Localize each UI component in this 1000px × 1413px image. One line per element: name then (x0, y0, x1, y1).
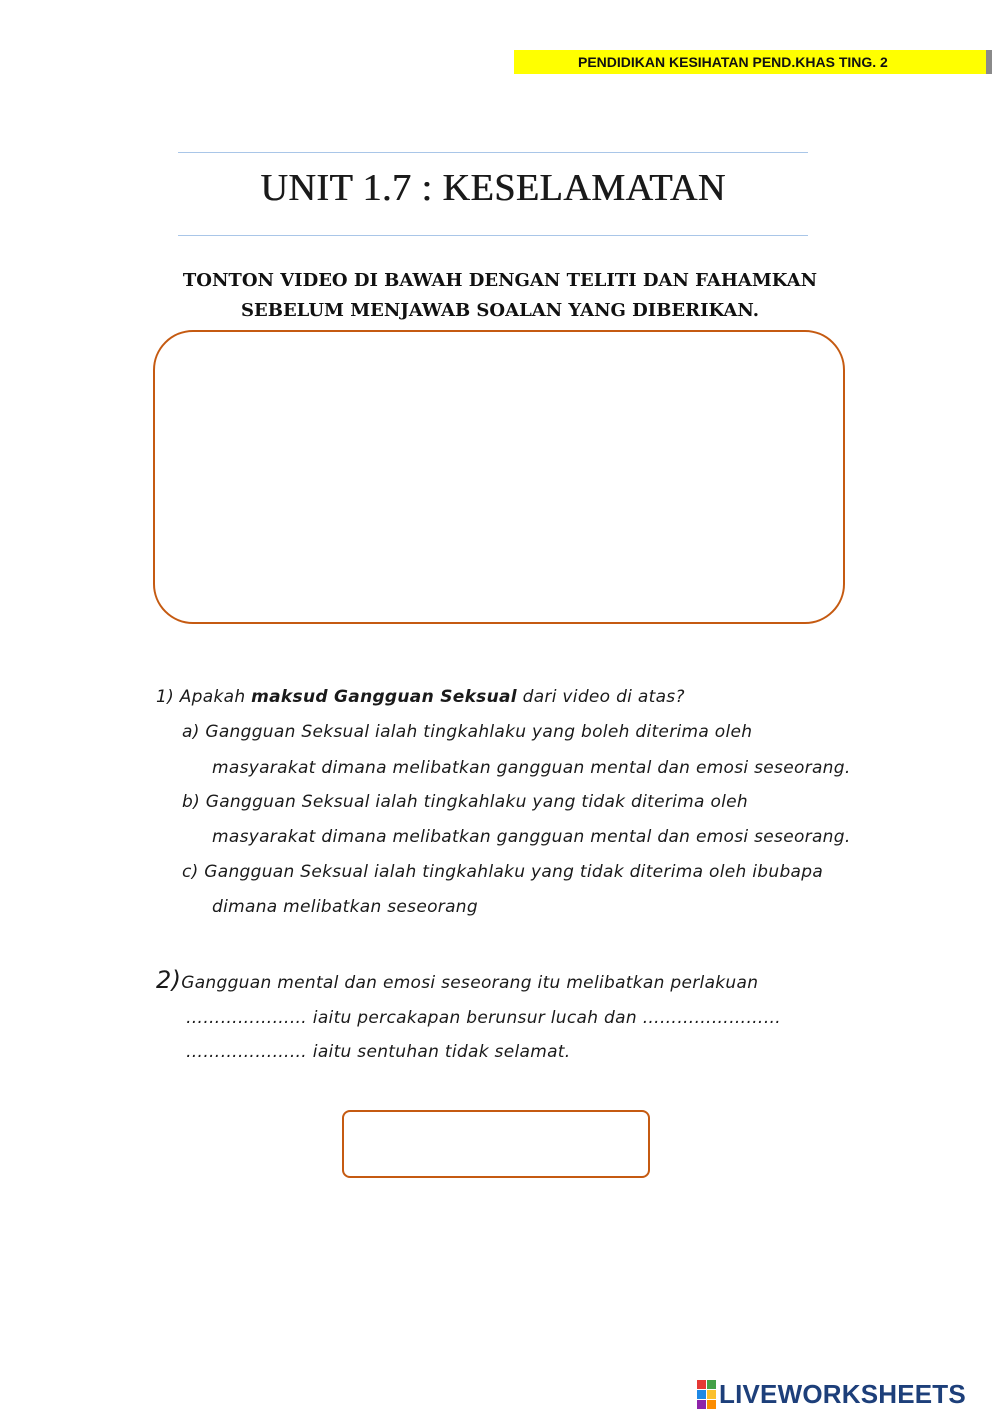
question-1-keyword: maksud Gangguan Seksual (251, 687, 517, 707)
question-1 (156, 687, 685, 707)
question-2-number: 2) (156, 966, 182, 994)
option-b-line-1[interactable]: b) Gangguan Seksual ialah tingkahlaku yang tidak diterima oleh (182, 792, 749, 812)
option-c-line-1[interactable]: c) Gangguan Seksual ialah tingkahlaku yang tidak diterima oleh ibubapa (182, 862, 824, 882)
video-placeholder[interactable] (153, 330, 845, 624)
liveworksheets-logo (697, 1378, 966, 1410)
option-a-line-1[interactable]: a) Gangguan Seksual ialah tingkahlaku yang boleh diterima oleh (182, 722, 753, 742)
question-2-line-3: ………………… iaitu sentuhan tidak selamat. (186, 1042, 571, 1062)
answer-input-box[interactable] (342, 1110, 650, 1178)
option-a-line-2[interactable]: masyarakat dimana melibatkan gangguan mental dan emosi seseorang. (212, 758, 851, 778)
option-b-line-2[interactable]: masyarakat dimana melibatkan gangguan mental dan emosi seseorang. (212, 827, 851, 847)
option-c-line-2[interactable]: dimana melibatkan seseorang (212, 897, 478, 917)
logo-squares-icon (697, 1380, 716, 1409)
question-2-text: Gangguan mental dan emosi seseorang itu melibatkan perlakuan (181, 973, 759, 993)
instruction-line-1: TONTON VIDEO DI BAWAH DENGAN TELITI DAN FAHAMKAN (182, 270, 818, 291)
question-1-prefix: 1) Apakah (156, 687, 252, 707)
subject-banner: PENDIDIKAN KESIHATAN PEND.KHAS TING. 2 (514, 50, 992, 74)
logo-text: LIVEWORKSHEETS (719, 1378, 966, 1409)
question-2-line-1 (156, 966, 758, 994)
title-top-rule (178, 152, 808, 153)
question-2-line-2: ………………… iaitu percakapan berunsur lucah dan …………………… (186, 1008, 782, 1028)
instruction-line-2: SEBELUM MENJAWAB SOALAN YANG DIBERIKAN. (241, 300, 759, 321)
question-1-suffix: dari video di atas? (516, 687, 685, 707)
page-title: UNIT 1.7 : KESELAMATAN (260, 167, 726, 209)
title-bottom-rule (178, 235, 808, 236)
instruction-text (130, 266, 870, 326)
